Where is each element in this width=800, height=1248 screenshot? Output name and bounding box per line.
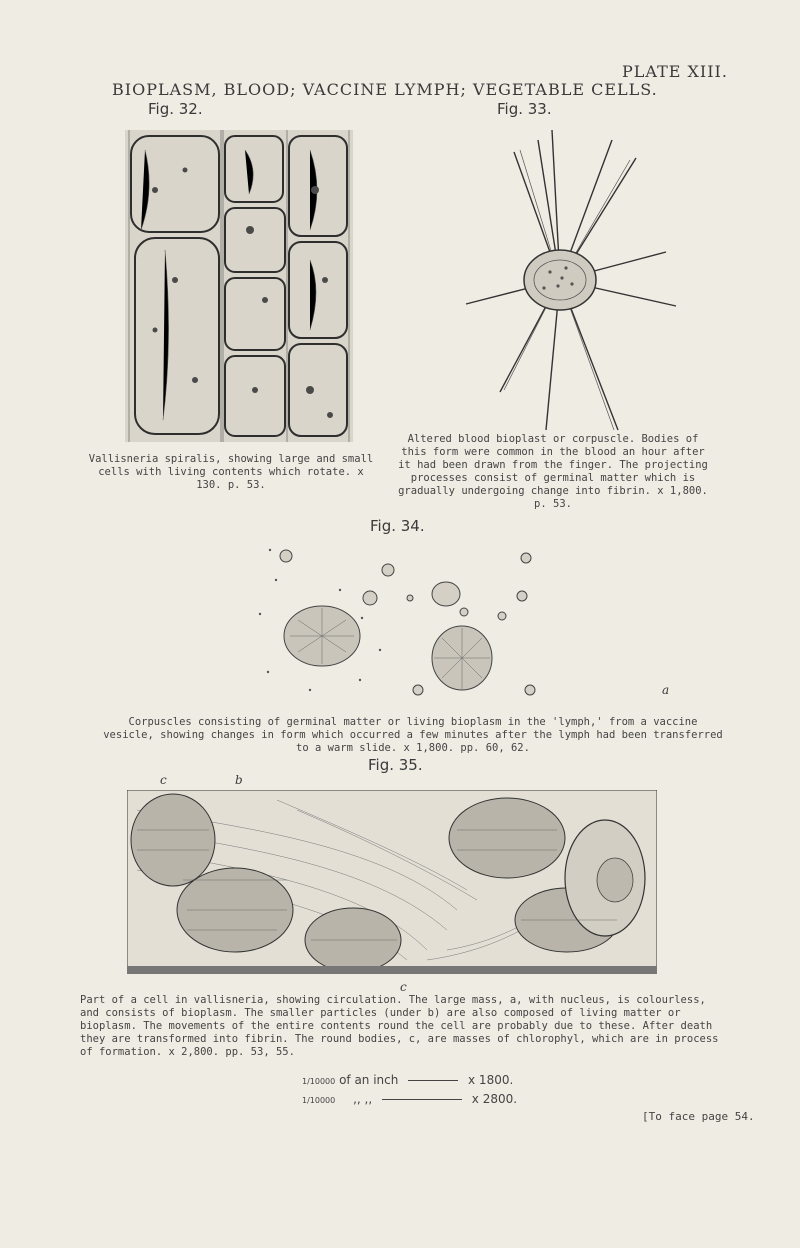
scale-line-1-text: of an inch — [339, 1073, 399, 1087]
fig-34-label: Fig. 34. — [370, 517, 425, 535]
fig-35-letter-c-bottom: c — [400, 980, 407, 994]
scale-line-1-magnification: x 1800. — [468, 1073, 514, 1087]
fig-33-caption: Altered blood bioplast or corpuscle. Bodies of this form were common in the blood an hour after it had been drawn from the finger. The projecting processes consist of germinal matter which is gradually undergoing change into fibrin. x 1,800. p. 53. — [398, 433, 708, 510]
scale-line-1 — [302, 1073, 513, 1087]
fig-35-letter-b: b — [235, 773, 243, 787]
fig-35-letter-a: a — [662, 683, 670, 697]
scale-line-2-fraction: 1/10000 — [302, 1096, 336, 1105]
fig-35-cell-circulation-drawing — [127, 790, 657, 980]
scale-line-2 — [302, 1092, 517, 1106]
fig-35-letter-c-top: c — [160, 773, 167, 787]
scale-line-1-fraction: 1/10000 — [302, 1077, 336, 1086]
fig-34-caption: Corpuscles consisting of germinal matter or living bioplasm in the 'lymph,' from a vaccine vesicle, showing changes in form which occurred a few minutes after the lymph had been transferred to a warm slide. x 1,800. pp. 60, 62. — [103, 716, 723, 754]
fig-35-caption: Part of a cell in vallisneria, showing circulation. The large mass, a, with nucleus, is colourless, and consists of bioplasm. The smaller particles (under b) are also composed of living matter or bioplasm. The movements of the entire contents round the cell are probably due to these. After death they are transformed into fibrin. The round bodies, c, are masses of chlorophyl, which are in process of formation. x 2,800. pp. 53, 55. — [80, 994, 719, 1058]
scale-line-1-bar — [408, 1080, 458, 1081]
fig-32-label: Fig. 32. — [148, 100, 203, 118]
fig-34-lymph-corpuscles-drawing — [250, 540, 580, 710]
scale-line-2-bar — [382, 1099, 462, 1100]
plate-title: BIOPLASM, BLOOD; VACCINE LYMPH; VEGETABLE CELLS. — [112, 80, 658, 99]
plate-number: PLATE XIII. — [622, 62, 728, 81]
fig-33-label: Fig. 33. — [497, 100, 552, 118]
scale-line-2-magnification: x 2800. — [471, 1092, 518, 1106]
footer-note: [To face page 54. — [642, 1110, 755, 1123]
scale-line-2-ditto: ,, ,, — [353, 1092, 373, 1106]
fig-35-label: Fig. 35. — [368, 756, 423, 774]
fig-32-caption: Vallisneria spiralis, showing large and small cells with living contents which rotate. x 130. p. 53. — [88, 453, 374, 491]
fig-33-blood-bioplast-drawing — [440, 130, 680, 440]
fig-32-vallisneria-drawing — [125, 130, 353, 442]
